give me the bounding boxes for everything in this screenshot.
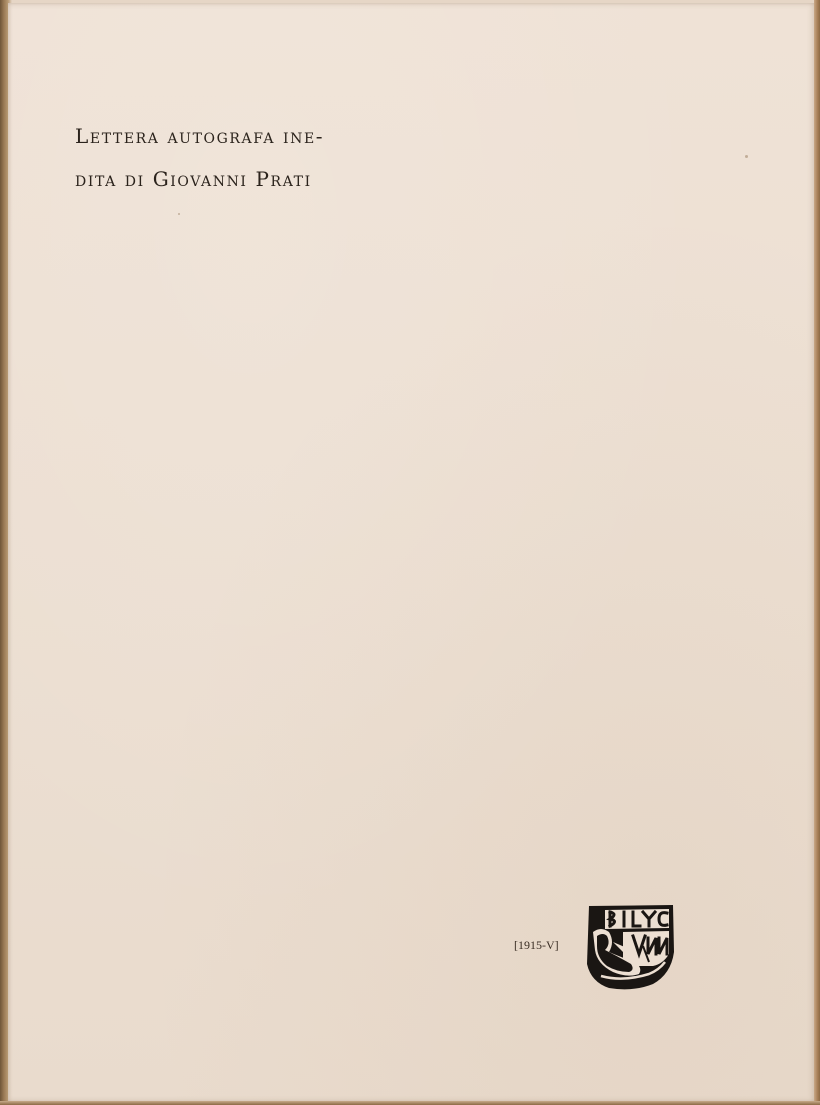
library-ex-libris-stamp-icon bbox=[583, 902, 677, 992]
title-line-1: Lettera autografa ine- bbox=[75, 124, 325, 148]
page-edge-bottom bbox=[0, 1101, 820, 1105]
document-title bbox=[75, 115, 435, 201]
paper-page bbox=[8, 3, 816, 1102]
title-line-2: dita di Giovanni Prati bbox=[75, 167, 312, 191]
paper-speck bbox=[745, 155, 748, 158]
page-edge-right bbox=[814, 0, 820, 1105]
paper-speck bbox=[178, 213, 180, 215]
catalog-mark: [1915-V] bbox=[514, 938, 559, 952]
